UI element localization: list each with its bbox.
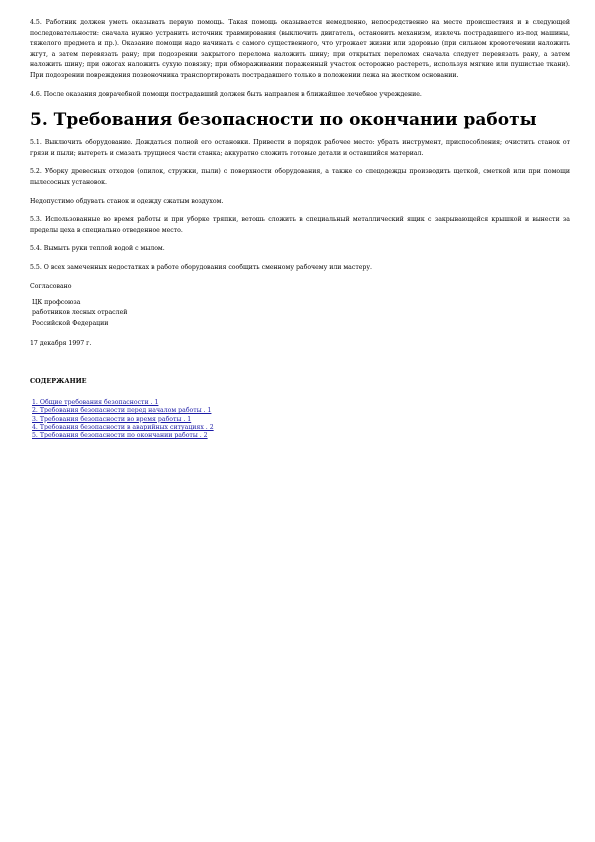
toc-link-section-1[interactable]: 1. Общие требования безопасности . 1 [32, 398, 159, 406]
table-of-contents [30, 399, 570, 441]
toc-item [32, 432, 570, 440]
agreed-label: Согласовано [30, 282, 72, 290]
organization-line: ЦК профсоюза [32, 299, 81, 307]
toc-item [32, 416, 570, 424]
paragraph-5-2: 5.2. Уборку древесных отходов (опилок, стружки, пыли) с поверхности оборудования, а также со спецодежды производить щеткой, сметкой или при помощи пылесосных установок. [30, 168, 570, 186]
toc-item [32, 424, 570, 432]
organization-line: Российской Федерации [32, 319, 109, 327]
organization-line: работников лесных отраслей [32, 309, 128, 317]
toc-link-section-2[interactable]: 2. Требования безопасности перед началом работы . 1 [32, 407, 212, 415]
paragraph-5-1: 5.1. Выключить оборудование. Дождаться полной его остановки. Привести в порядок рабочее место: убрать инструмент, приспособления; очистить станок от грязи и пыли; вытереть и смазать трущиеся части станка; аккуратно сложить готовые детали и оставшийся материал. [30, 139, 570, 157]
paragraph-5-5: 5.5. О всех замеченных недостатках в работе оборудования сообщить сменному рабочему или мастеру. [30, 263, 372, 271]
organization-block [32, 298, 570, 329]
toc-item [32, 399, 570, 407]
paragraph-5-2-note: Недопустимо обдувать станок и одежду сжатым воздухом. [30, 197, 224, 205]
document-page [30, 18, 570, 441]
toc-link-section-3[interactable]: 3. Требования безопасности во время работы . 1 [32, 415, 192, 423]
document-date: 17 декабря 1997 г. [30, 339, 92, 347]
toc-link-section-4[interactable]: 4. Требования безопасности в аварийных ситуациях . 2 [32, 423, 214, 431]
paragraph-5-4: 5.4. Вымыть руки теплой водой с мылом. [30, 245, 165, 253]
paragraph-4-5: 4.5. Работник должен уметь оказывать первую помощь. Такая помощь оказывается немедленно, непосредственно на месте происшествия и в следующей последовательности: сначала нужно устранить источник травмирования (выключить двигатель, остановить механизм, извлечь пострадавшего из-под машины, тяжелого предмета и пр.). Оказание помощи надо начинать с самого существенного, что угрожает жизни или здоровью (при сильном кровотечении наложить жгут, а затем перевязать рану; при подозрении закрытого перелома наложить шину; при открытых переломах сначала следует перевязать рану, а затем наложить шину; при ожогах наложить сухую повязку; при обмораживании пораженный участок осторожно растереть, используя мягкие или пушистые ткани). При подозрении повреждения позвоночника транспортировать пострадавшего только в положении лежа на жестком основании. [30, 19, 570, 79]
paragraph-4-6: 4.6. После оказания доврачебной помощи пострадавший должен быть направлен в ближайшее лечебное учреждение. [30, 90, 422, 98]
toc-item [32, 407, 570, 415]
paragraph-5-3: 5.3. Использованные во время работы и при уборке тряпки, ветошь сложить в специальный металлический ящик с закрывающейся крышкой и вынести за пределы цеха в специально отведенное место. [30, 216, 570, 234]
toc-heading: СОДЕРЖАНИЕ [30, 376, 87, 385]
section-title: 5. Требования безопасности по окончании работы [30, 110, 537, 131]
toc-link-section-5[interactable]: 5. Требования безопасности по окончании работы . 2 [32, 432, 208, 440]
